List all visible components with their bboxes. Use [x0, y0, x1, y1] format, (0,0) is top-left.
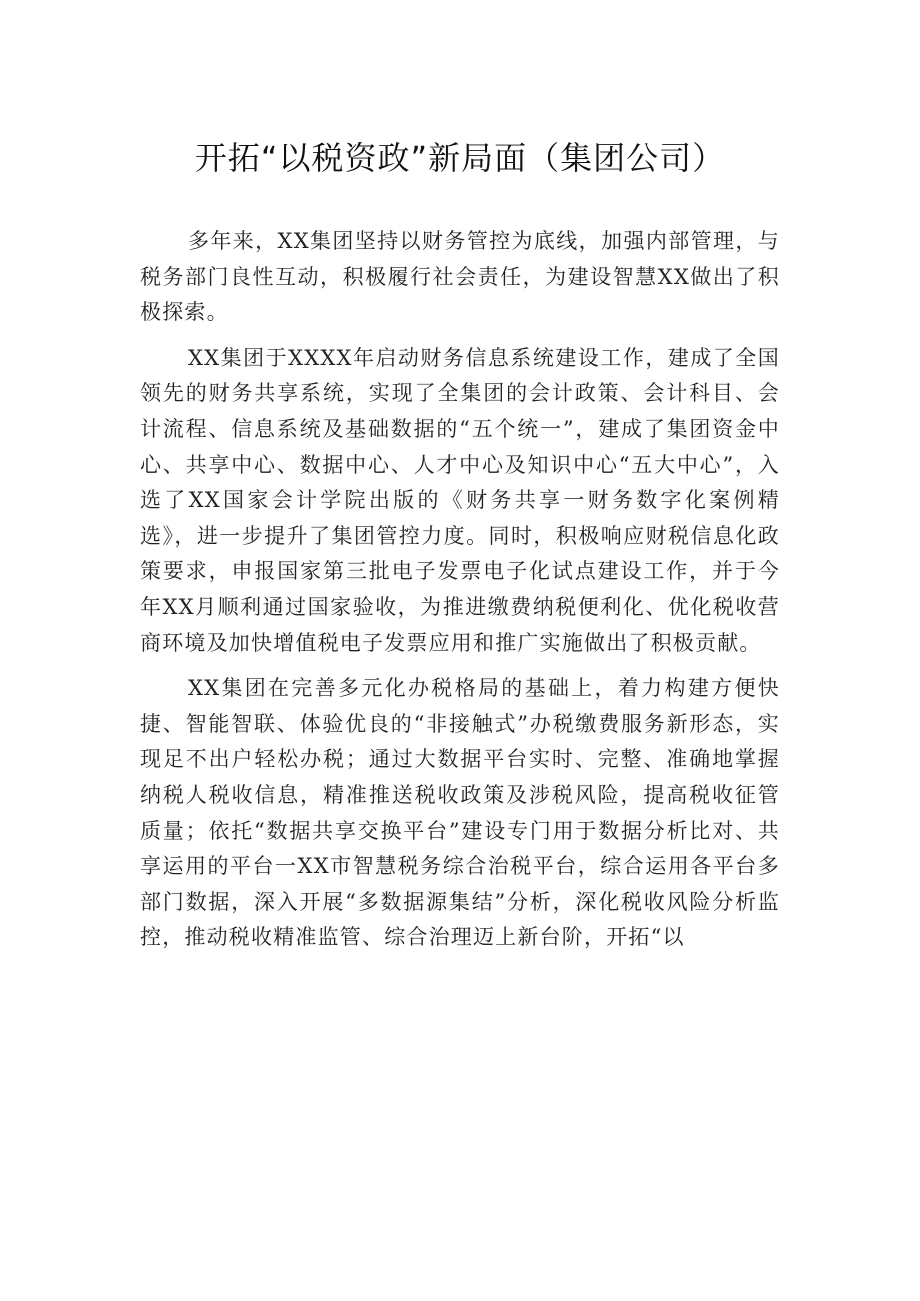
document-title: 开拓“以税资政”新局面（集团公司）	[194, 139, 726, 177]
paragraph-intro: 多年来，XX集团坚持以财务管控为底线，加强内部管理，与税务部门良性互动，积极履行社会责任，为建设智慧XX做出了积极探索。	[140, 229, 780, 325]
document-body	[140, 224, 780, 966]
paragraph-finance-system: XX集团于XXXX年启动财务信息系统建设工作，建成了全国领先的财务共享系统，实现了全集团的会计政策、会计科目、会计流程、信息系统及基础数据的“五个统一”，建成了集团资金中心、共享中心、数据中心、人才中心及知识中心“五大中心”，入选了XX国家会计学院出版的《财务共享一财务数字化案例精选》，进一步提升了集团管控力度。同时，积极响应财税信息化政策要求，申报国家第三批电子发票电子化试点建设工作，并于今年XX月顺利通过国家验收，为推进缴费纳税便利化、优化税收营商环境及加快增值税电子发票应用和推广实施做出了积极贡献。	[140, 345, 780, 655]
paragraph-tax-service: XX集团在完善多元化办税格局的基础上，着力构建方便快捷、智能智联、体验优良的“非接触式”办税缴费服务新形态，实现足不出户轻松办税；通过大数据平台实时、完整、准确地掌握纳税人税收信息，精准推送税收政策及涉税风险，提高税收征管质量；依托“数据共享交换平台”建设专门用于数据分析比对、共享运用的平台一XX市智慧税务综合治税平台，综合运用各平台多部门数据，深入开展“多数据源集结”分析，深化税收风险分析监控，推动税收精准监管、综合治理迈上新台阶，开拓“以	[140, 676, 780, 950]
